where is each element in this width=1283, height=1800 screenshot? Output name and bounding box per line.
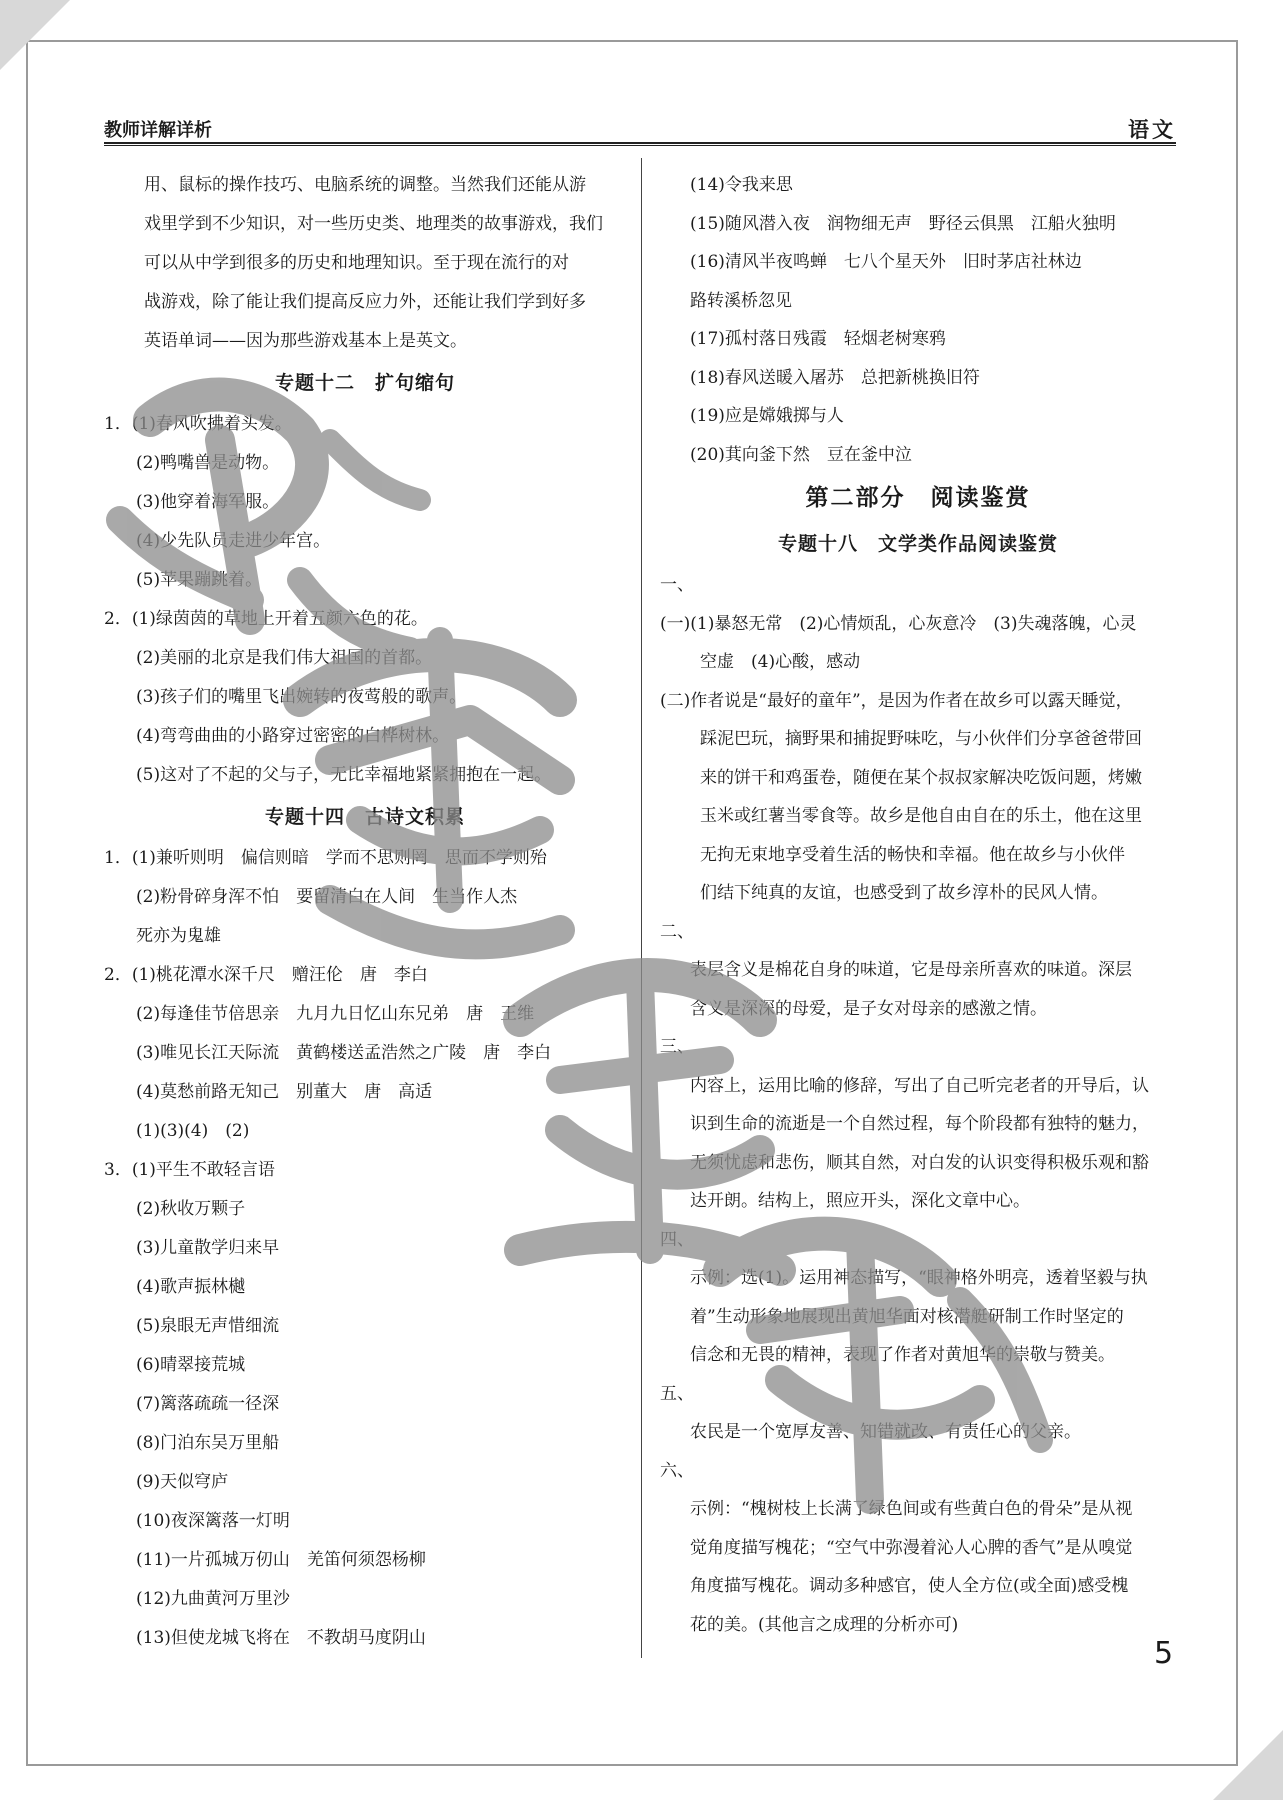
answer-line: 玉米或红薯当零食等。故乡是他自由自在的乐土，他在这里	[700, 806, 1142, 826]
answer-line: (一)(1)暴怒无常 (2)心情烦乱，心灰意冷 (3)失魂落魄，心灵	[660, 613, 1137, 634]
answer-line: 角度描写槐花。调动多种感官，使人全方位(或全面)感受槐	[690, 1576, 1129, 1596]
answer-line: (5)泉眼无声惜细流	[136, 1316, 280, 1336]
answer-line: (12)九曲黄河万里沙	[136, 1589, 290, 1609]
answer-line: (13)但使龙城飞将在 不教胡马度阴山	[136, 1628, 426, 1648]
answer-line: (14)令我来思	[690, 175, 793, 195]
right-column	[660, 166, 1176, 1644]
answer-line: (5)苹果蹦跳着。	[136, 570, 263, 590]
column-divider	[641, 158, 642, 1658]
text-line: 英语单词——因为那些游戏基本上是英文。	[144, 331, 467, 351]
answer-line: 信念和无畏的精神，表现了作者对黄旭华的崇敬与赞美。	[690, 1345, 1115, 1365]
answer-line: (4)歌声振林樾	[136, 1277, 246, 1297]
header-subject: 语文	[1128, 118, 1176, 142]
answer-line: 示例：选(1)。运用神态描写，“眼神格外明亮，透着坚毅与执	[690, 1268, 1148, 1288]
answer-line: (4)莫愁前路无知己 别董大 唐 高适	[136, 1082, 433, 1102]
answer-line: (19)应是嫦娥掷与人	[690, 406, 844, 426]
answer-line: 路转溪桥忽见	[690, 290, 792, 311]
answer-line: (7)篱落疏疏一径深	[136, 1394, 280, 1414]
answer-line: 2．(1)绿茵茵的草地上开着五颜六色的花。	[104, 609, 428, 629]
running-header	[104, 116, 1176, 144]
answer-line: 达开朗。结构上，照应开头，深化文章中心。	[690, 1191, 1030, 1211]
text-line: 用、鼠标的操作技巧、电脑系统的调整。当然我们还能从游	[144, 175, 586, 195]
section-heading: 专题十四 古诗文积累	[264, 806, 465, 828]
section-heading: 专题十八 文学类作品阅读鉴赏	[777, 533, 1058, 555]
answer-line: (3)他穿着海军服。	[136, 492, 280, 512]
answer-line: 含义是深深的母爱，是子女对母亲的感激之情。	[690, 998, 1047, 1019]
answer-line: (2)粉骨碎身浑不怕 要留清白在人间 生当作人杰	[136, 887, 518, 907]
answer-line: 示例：“槐树枝上长满了绿色间或有些黄白色的骨朵”是从视	[690, 1499, 1133, 1519]
answer-line: (17)孤村落日残霞 轻烟老树寒鸦	[690, 329, 946, 349]
question-label: 五、	[660, 1383, 694, 1404]
answer-line: (1)(3)(4) (2)	[136, 1121, 250, 1141]
answer-line: 农民是一个宽厚友善、知错就改、有责任心的父亲。	[690, 1422, 1081, 1442]
answer-line: (2)鸭嘴兽是动物。	[136, 453, 280, 473]
answer-line: 来的饼干和鸡蛋卷，随便在某个叔叔家解决吃饭问题，烤嫩	[700, 767, 1142, 788]
header-title: 教师详解详析	[104, 120, 212, 141]
answer-line: 无须忧虑和悲伤，顺其自然，对白发的认识变得积极乐观和豁	[690, 1152, 1149, 1173]
answer-line: (2)美丽的北京是我们伟大祖国的首都。	[136, 648, 433, 668]
answer-line: 着”生动形象地展现出黄旭华面对核潜艇研制工作时坚定的	[690, 1306, 1124, 1327]
page-curl-bottom-right	[1213, 1730, 1283, 1800]
answer-line: (16)清风半夜鸣蝉 七八个星天外 旧时茅店社林边	[690, 252, 1082, 272]
part-heading: 第二部分 阅读鉴赏	[805, 485, 1031, 511]
answer-line: (二)作者说是“最好的童年”，是因为作者在故乡可以露天睡觉，	[660, 690, 1133, 711]
answer-line: 内容上，运用比喻的修辞，写出了自己听完老者的开导后，认	[690, 1075, 1149, 1096]
answer-line: 觉角度描写槐花；“空气中弥漫着沁人心脾的香气”是从嗅觉	[690, 1537, 1133, 1558]
intro-paragraph	[104, 166, 626, 361]
answer-line: 花的美。(其他言之成理的分析亦可)	[690, 1614, 959, 1635]
answer-line: (11)一片孤城万仞山 羌笛何须怨杨柳	[136, 1550, 426, 1570]
question-label: 四、	[660, 1229, 694, 1250]
answer-line: (20)萁向釜下然 豆在釜中泣	[690, 444, 912, 465]
section12-answers	[104, 405, 626, 795]
answer-line: 死亦为鬼雄	[136, 926, 221, 946]
text-line: 可以从中学到很多的历史和地理知识。至于现在流行的对	[144, 253, 569, 273]
answer-line: 踩泥巴玩，摘野果和捕捉野味吃，与小伙伴们分享爸爸带回	[700, 729, 1142, 749]
section14-answers	[104, 839, 626, 1658]
question-label: 六、	[660, 1460, 694, 1481]
answer-line: (2)秋收万颗子	[136, 1199, 246, 1219]
page-number: 5	[1154, 1636, 1174, 1671]
answer-line: (3)孩子们的嘴里飞出婉转的夜莺般的歌声。	[136, 687, 467, 707]
answer-line: (18)春风送暖入屠苏 总把新桃换旧符	[690, 367, 980, 388]
text-line: 战游戏，除了能让我们提高反应力外，还能让我们学到好多	[144, 292, 586, 312]
left-column	[104, 166, 626, 1658]
answer-line: 空虚 (4)心酸，感动	[700, 652, 861, 672]
answer-line: (3)儿童散学归来早	[136, 1238, 280, 1258]
question-label: 一、	[660, 575, 694, 595]
section-heading: 专题十二 扩句缩句	[274, 372, 455, 394]
answer-line: 们结下纯真的友谊，也感受到了故乡淳朴的民风人情。	[700, 883, 1108, 903]
answer-line: (4)弯弯曲曲的小路穿过密密的白桦树林。	[136, 726, 450, 746]
header-rule	[104, 142, 1176, 146]
text-line: 戏里学到不少知识，对一些历史类、地理类的故事游戏，我们	[144, 214, 603, 234]
poem-answers	[660, 166, 1176, 474]
answer-line: 表层含义是棉花自身的味道，它是母亲所喜欢的味道。深层	[690, 960, 1132, 980]
answer-line: 2．(1)桃花潭水深千尺 赠汪伦 唐 李白	[104, 965, 428, 985]
answer-line: (5)这对了不起的父与子，无比幸福地紧紧拥抱在一起。	[136, 765, 552, 785]
answer-line: (8)门泊东吴万里船	[136, 1433, 280, 1453]
answer-line: 1．(1)春风吹拂着头发。	[104, 414, 292, 434]
page-curl-top-left	[0, 0, 70, 70]
question-label: 二、	[660, 921, 694, 942]
answer-line: 3．(1)平生不敢轻言语	[104, 1160, 275, 1180]
answer-line: 1．(1)兼听则明 偏信则暗 学而不思则罔 思而不学则殆	[104, 848, 547, 868]
question-label: 三、	[660, 1037, 694, 1057]
answer-line: (9)天似穹庐	[136, 1472, 229, 1492]
answer-line: (3)唯见长江天际流 黄鹤楼送孟浩然之广陵 唐 李白	[136, 1043, 552, 1063]
answer-line: 无拘无束地享受着生活的畅快和幸福。他在故乡与小伙伴	[700, 844, 1125, 865]
answer-line: (2)每逢佳节倍思亲 九月九日忆山东兄弟 唐 王维	[136, 1004, 535, 1024]
answer-line: 识到生命的流逝是一个自然过程，每个阶段都有独特的魅力，	[690, 1114, 1149, 1134]
answer-line: (4)少先队员走进少年宫。	[136, 531, 331, 551]
answer-line: (15)随风潜入夜 润物细无声 野径云俱黑 江船火独明	[690, 213, 1116, 234]
answer-line: (10)夜深篱落一灯明	[136, 1511, 290, 1531]
answer-line: (6)晴翠接荒城	[136, 1355, 246, 1375]
